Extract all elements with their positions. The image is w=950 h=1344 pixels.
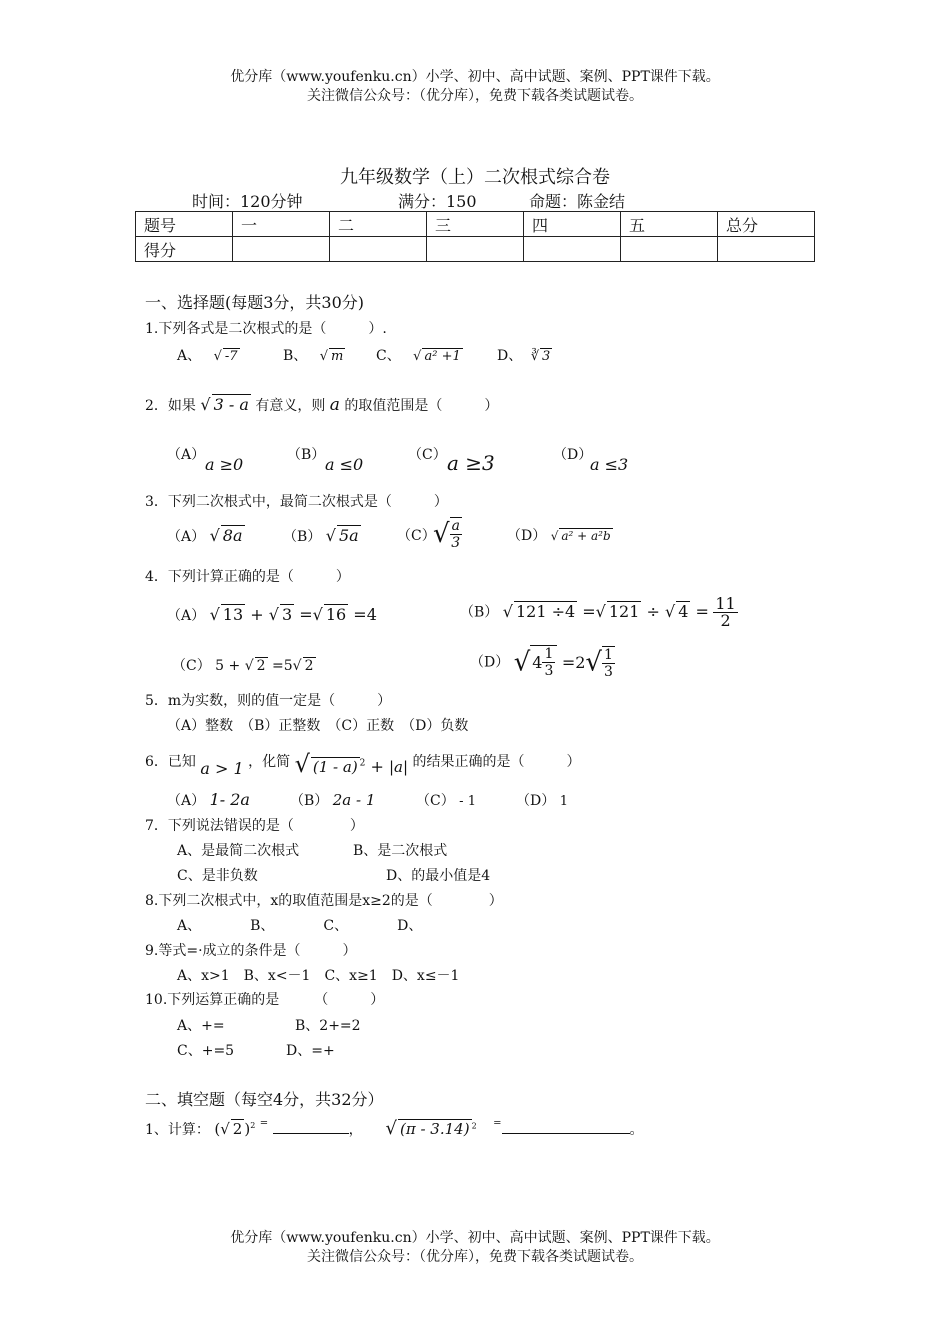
option-label: （B）: [460, 604, 499, 621]
q2-option-a[interactable]: [167, 444, 205, 464]
q3-expr-a: √ 8a: [209, 526, 243, 545]
q1-stem: 1.下列各式是二次根式的是（ ）.: [145, 321, 387, 337]
q2-option-d[interactable]: [553, 444, 592, 464]
q1-expr-a: √ -7: [213, 349, 238, 364]
q6-expr-a: 1- 2a: [209, 790, 250, 809]
footer-line-1: 优分库（www.youfenku.cn）小学、初中、高中试题、案例、PPT课件下载。: [230, 1230, 720, 1246]
score-input-cell[interactable]: [718, 237, 815, 262]
q6-stem-part: 的结果正确的是（ ）: [412, 754, 581, 770]
option-label: （A）: [167, 608, 206, 624]
table-cell: 题号: [136, 212, 233, 237]
q9-stem: 9.等式=·成立的条件是（ ）: [145, 943, 357, 959]
q2-option-c[interactable]: [408, 444, 447, 464]
header-line-2: 关注微信公众号：（优分库），免费下载各类试题试卷。: [307, 88, 643, 104]
q6-option-d[interactable]: [516, 790, 568, 810]
period: 。: [629, 1122, 644, 1138]
q4-option-c[interactable]: [172, 655, 316, 675]
fill-q1-stem: 1、计算：: [145, 1122, 210, 1138]
q2-stem-part: 的取值范围是（ ）: [344, 398, 499, 414]
option-label: B、: [283, 348, 308, 364]
score-input-cell[interactable]: [427, 237, 524, 262]
option-label: （C）: [408, 447, 447, 463]
q6-stem-part: ，化简: [248, 754, 291, 770]
q2-expr-a: a ≥0: [205, 455, 244, 474]
q3-option-a[interactable]: [167, 525, 245, 546]
page-title: 九年级数学（上）二次根式综合卷: [340, 167, 610, 188]
equals-two: =2: [561, 653, 586, 672]
q8-options[interactable]: A、 B、 C、 D、: [177, 918, 423, 934]
q7-option-c[interactable]: C、是非负数: [177, 868, 258, 884]
q6-expr-d: 1: [559, 794, 568, 809]
q10-option-d[interactable]: D、=+: [286, 1043, 335, 1059]
q3-expr-d: √ a² + a²b: [550, 529, 611, 543]
q10-option-a[interactable]: A、+=: [177, 1018, 225, 1034]
table-cell: 得分: [136, 237, 233, 262]
option-label: （C）: [416, 793, 455, 809]
option-label: （B）: [283, 529, 322, 545]
option-label: （C）: [172, 658, 211, 674]
q2-stem: [145, 394, 498, 415]
exam-author: 命题：陈金结: [529, 192, 626, 211]
fill-blank-1[interactable]: [273, 1121, 349, 1134]
fraction-denominator: 3: [451, 535, 461, 551]
q1-expr-b: √ m: [319, 349, 344, 364]
fraction-denominator: 3: [604, 663, 613, 680]
option-label: D、: [497, 348, 523, 364]
score-table-header-row: [136, 212, 815, 237]
q2-expr-d: a ≤3: [590, 455, 629, 474]
q1-expr-d: ∛ 3: [530, 349, 551, 364]
q8-stem: 8.下列二次根式中，x的取值范围是x≥2的是（ ）: [145, 893, 503, 909]
option-label: （D）: [553, 447, 593, 463]
section2-heading: 二、填空题（每空4分，共32分）: [145, 1090, 384, 1109]
table-cell: 二: [330, 212, 427, 237]
q2-expr-b: a ≤0: [325, 455, 364, 474]
q3-stem: 3．下列二次根式中，最简二次根式是（ ）: [145, 494, 448, 510]
q4-option-a[interactable]: [167, 604, 377, 625]
q3-option-b[interactable]: [283, 525, 361, 546]
q7-option-d[interactable]: D、的最小值是4: [386, 868, 491, 884]
q2-expr-c: a ≥3: [447, 451, 495, 475]
fraction-denominator: 3: [544, 663, 554, 679]
exam-time: 时间：120分钟: [192, 192, 303, 211]
option-label: （A）: [167, 447, 206, 463]
fraction-numerator: 1: [604, 646, 613, 663]
option-label: （D）: [516, 793, 556, 809]
option-label: A、: [177, 348, 202, 364]
q1-option-c[interactable]: [376, 345, 463, 365]
q4-expr-c: 5 + √ 2 =5√ 2: [215, 658, 314, 674]
q2-radical: √ 3 - a: [200, 395, 249, 414]
q1-expr-c: √ a² +1: [413, 349, 461, 364]
option-label: C、: [376, 348, 401, 364]
score-table: [135, 211, 815, 262]
fraction-numerator: 11: [715, 594, 736, 613]
option-label: （A）: [167, 793, 206, 809]
q6-expression: √ (1 - a) $^2$ + |a|: [294, 750, 409, 778]
q4-expr-a: √ 13 + √ 3 =√ 16 =4: [209, 605, 377, 624]
q4-option-d[interactable]: （D） √ 4 $\frac{1}{3}$ =2√ $\frac{1}{3}$: [470, 646, 613, 680]
q4-stem: 4．下列计算正确的是（ ）: [145, 569, 350, 585]
fill-q1: [145, 1118, 644, 1139]
score-input-cell[interactable]: [330, 237, 427, 262]
option-label: （C）: [397, 528, 436, 544]
q6-option-a[interactable]: [167, 790, 250, 810]
q2-stem-part: 有意义，则: [255, 398, 326, 414]
fill-q1-expr2: √ (π - 3.14) $^2$: [385, 1118, 477, 1139]
q10-stem: 10.下列运算正确的是 （ ）: [145, 992, 385, 1008]
table-cell: 三: [427, 212, 524, 237]
q4-option-b[interactable]: [460, 596, 738, 629]
q4-expr-b: √ 121 ÷4 =√ 121 ÷ √ 4 =: [502, 601, 709, 621]
q5-options[interactable]: （A）整数 （B）正整数 （C）正数 （D）负数: [167, 718, 469, 734]
fill-q1-expr1: (√ 2 )$^2$: [214, 1120, 256, 1138]
option-label: （D）: [470, 654, 510, 671]
header-line-1: 优分库（www.youfenku.cn）小学、初中、高中试题、案例、PPT课件下载。: [230, 69, 720, 85]
equals-sign: =: [259, 1118, 269, 1129]
q9-options[interactable]: A、x>1 B、x<－1 C、x≥1 D、x≤－1: [177, 968, 460, 984]
mixed-number-whole: 4: [532, 653, 543, 672]
q3-expr-c: √ $\frac{a}{3}$: [433, 518, 461, 551]
q2-variable: a: [329, 395, 340, 415]
option-label: （D）: [507, 528, 547, 544]
q7-option-b[interactable]: B、是二次根式: [353, 843, 448, 859]
q6-expr-c: - 1: [459, 794, 476, 809]
score-input-cell[interactable]: [233, 237, 330, 262]
section1-heading: 一、选择题(每题3分，共30分): [145, 293, 365, 312]
q6-stem: [145, 744, 581, 778]
q2-stem-part: 2．如果: [145, 398, 196, 414]
q2-option-b[interactable]: [287, 444, 325, 464]
table-cell: 一: [233, 212, 330, 237]
table-cell: 四: [524, 212, 621, 237]
q3-option-d[interactable]: [507, 525, 613, 545]
q6-option-c[interactable]: [416, 790, 476, 810]
footer-line-2: 关注微信公众号：（优分库），免费下载各类试题试卷。: [307, 1249, 643, 1265]
q3-expr-b: √ 5a: [325, 526, 359, 545]
q5-stem: 5．m为实数，则的值一定是（ ）: [145, 693, 392, 709]
comma: ，: [348, 1122, 363, 1138]
fraction-numerator: a: [451, 518, 460, 534]
score-input-cell[interactable]: [621, 237, 718, 262]
table-cell: 总分: [718, 212, 815, 237]
q6-stem-part: 6．已知: [145, 754, 196, 770]
option-label: （B）: [287, 447, 326, 463]
q6-option-b[interactable]: [290, 790, 375, 810]
table-cell: 五: [621, 212, 718, 237]
q1-option-d[interactable]: [497, 345, 552, 365]
q10-option-c[interactable]: C、+=5: [177, 1043, 235, 1059]
fraction-denominator: 2: [720, 611, 731, 630]
q1-option-a[interactable]: [177, 345, 240, 365]
q7-stem: 7．下列说法错误的是（ ）: [145, 818, 364, 834]
q3-option-c[interactable]: [397, 525, 436, 545]
q6-expr-b: 2a - 1: [332, 791, 376, 809]
fraction-numerator: 1: [544, 646, 554, 662]
equals-sign: =: [493, 1118, 502, 1129]
q10-option-b[interactable]: B、2+=2: [295, 1018, 361, 1034]
q6-condition: a > 1: [200, 759, 244, 778]
option-label: （A）: [167, 529, 206, 545]
score-table-score-row: [136, 237, 815, 262]
fill-blank-2[interactable]: [502, 1121, 630, 1134]
option-label: （B）: [290, 793, 329, 809]
exam-full-score: 满分：150: [398, 192, 477, 211]
score-input-cell[interactable]: [524, 237, 621, 262]
q1-option-b[interactable]: [283, 345, 345, 365]
q7-option-a[interactable]: A、是最简二次根式: [177, 843, 300, 859]
